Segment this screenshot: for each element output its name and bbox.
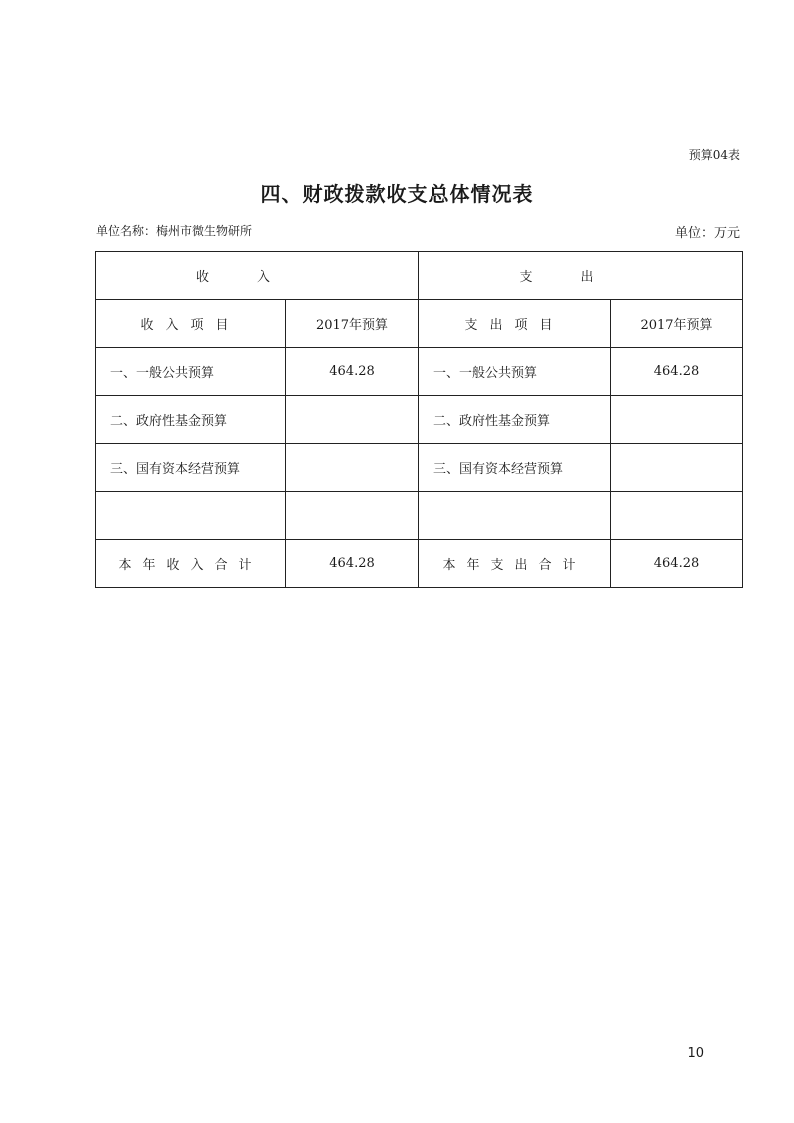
income-amount: [286, 444, 419, 492]
table-row: [96, 444, 743, 492]
expense-header: 支出: [419, 252, 743, 300]
unit-name: 单位名称：梅州市微生物研所: [96, 224, 253, 238]
income-amount: [286, 492, 419, 540]
income-item-col-header: 收入项目: [96, 300, 286, 348]
table-row: [96, 396, 743, 444]
totals-row: [96, 540, 743, 588]
expense-amount: [611, 492, 743, 540]
income-item: 二、政府性基金预算: [96, 396, 286, 444]
income-total-label: 本年收入合计: [96, 540, 286, 588]
expense-item: 一、一般公共预算: [419, 348, 611, 396]
budget-table: [95, 251, 743, 588]
column-header-row: [96, 300, 743, 348]
income-item: 一、一般公共预算: [96, 348, 286, 396]
expense-item-col-header: 支出项目: [419, 300, 611, 348]
expense-item: 二、政府性基金预算: [419, 396, 611, 444]
form-id: 预算04表: [688, 148, 740, 162]
page-number: 10: [687, 1046, 704, 1061]
expense-total-label: 本年支出合计: [419, 540, 611, 588]
expense-item: 三、国有资本经营预算: [419, 444, 611, 492]
expense-amount: [611, 444, 743, 492]
section-header-row: [96, 252, 743, 300]
table-row: [96, 492, 743, 540]
income-item: 三、国有资本经营预算: [96, 444, 286, 492]
unit-currency: 单位：万元: [674, 226, 740, 241]
income-total: 464.28: [286, 540, 419, 588]
income-amount: [286, 396, 419, 444]
income-item: [96, 492, 286, 540]
expense-amount: 464.28: [611, 348, 743, 396]
income-amount-col-header: 2017年预算: [286, 300, 419, 348]
page-title: 四、财政拨款收支总体情况表: [260, 182, 534, 206]
expense-amount-col-header: 2017年预算: [611, 300, 743, 348]
income-amount: 464.28: [286, 348, 419, 396]
expense-item: [419, 492, 611, 540]
table-row: [96, 348, 743, 396]
income-header: 收入: [96, 252, 419, 300]
expense-total: 464.28: [611, 540, 743, 588]
expense-amount: [611, 396, 743, 444]
